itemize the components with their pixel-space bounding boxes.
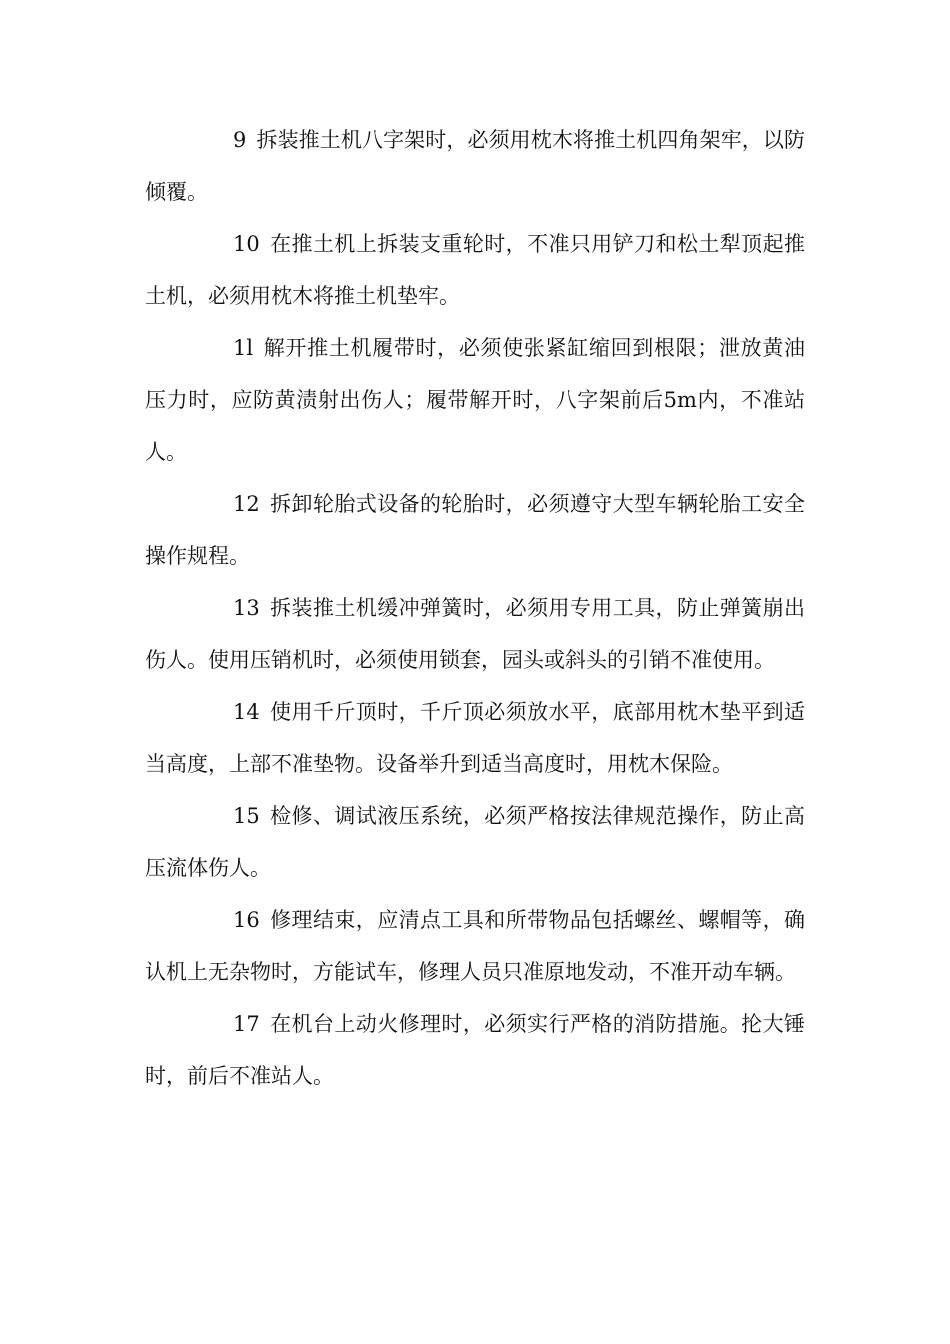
paragraph-15 (145, 790, 805, 894)
paragraph-number: 1l (233, 336, 254, 360)
paragraph-number: 16 (233, 908, 260, 932)
paragraph-14 (145, 686, 805, 790)
paragraph-text: 在推土机上拆装支重轮时，不准只用铲刀和松土犁顶起推土机，必须用枕木将推土机垫牢。 (145, 232, 805, 308)
paragraph-9 (145, 114, 805, 218)
paragraph-text: 在机台上动火修理时，必须实行严格的消防措施。抡大锤时，前后不准站人。 (145, 1012, 805, 1088)
paragraph-text: 修理结束，应清点工具和所带物品包括螺丝、螺帽等，确认机上无杂物时，方能试车，修理人员只准原地发动，不准开动车辆。 (145, 908, 805, 984)
paragraph-number: 12 (233, 492, 260, 516)
paragraph-number: 9 (233, 128, 247, 152)
paragraph-number: 13 (233, 596, 260, 620)
paragraph-12 (145, 478, 805, 582)
paragraph-number: 14 (233, 700, 260, 724)
paragraph-text: 拆卸轮胎式设备的轮胎时，必须遵守大型车辆轮胎工安全操作规程。 (145, 492, 805, 568)
document-body (145, 114, 805, 1102)
paragraph-10 (145, 218, 805, 322)
paragraph-16 (145, 894, 805, 998)
paragraph-11 (145, 322, 805, 478)
paragraph-text: 拆装推土机缓冲弹簧时，必须用专用工具，防止弹簧崩出伤人。使用压销机时，必须使用锁套，园头或斜头的引销不准使用。 (145, 596, 805, 672)
paragraph-13 (145, 582, 805, 686)
paragraph-text: 解开推土机履带时，必须使张紧缸缩回到根限；泄放黄油压力时，应防黄渍射出伤人；履带解开时，八字架前后5m内，不准站人。 (145, 336, 805, 464)
paragraph-number: 15 (233, 804, 260, 828)
paragraph-17 (145, 998, 805, 1102)
paragraph-text: 使用千斤顶时，千斤顶必须放水平，底部用枕木垫平到适当高度，上部不准垫物。设备举升到适当高度时，用枕木保险。 (145, 700, 805, 776)
paragraph-number: 17 (233, 1012, 260, 1036)
paragraph-text: 检修、调试液压系统，必须严格按法律规范操作，防止高压流体伤人。 (145, 804, 805, 880)
paragraph-number: 10 (233, 232, 260, 256)
paragraph-text: 拆装推土机八字架时，必须用枕木将推土机四角架牢，以防倾覆。 (145, 128, 805, 204)
